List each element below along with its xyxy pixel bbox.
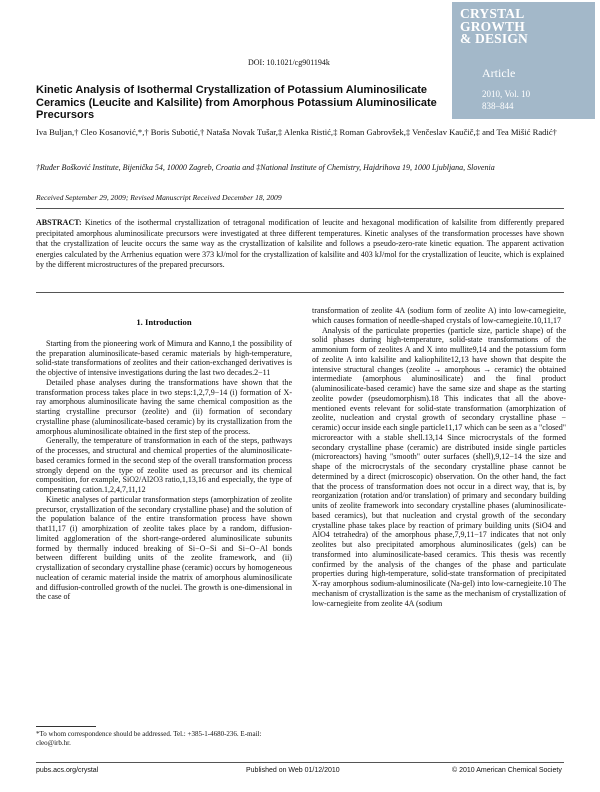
journal-name-line: GROWTH: [460, 18, 525, 34]
affiliations: †Ruđer Bošković Institute, Bijenička 54, 10000 Zagreb, Croatia and ‡National Institute of Chemistry, Hajdrihova 19, 1000 Ljubljana, Slovenia: [36, 163, 495, 172]
year-volume: 2010, Vol. 10: [482, 89, 531, 99]
article-type: Article: [482, 66, 516, 80]
abstract-text: Kinetics of the isothermal crystallization of tetragonal modification of leucite and hexagonal modification of kalsilite from differently prepared precipitated amorphous aluminosilicate precursors were investigated at three different temperatures. Kinetic analyses of the transformation processes have shown that the crystallization of leucite occurs the same way as the crystallization of kalsilite and follows a pseudo-zero-rate kinetic equation. The apparent activation energies calculated by the Arrhenius equation were 373 kJ/mol for the crystallization of kalsilite and 403 kJ/mol for the crystallization of leucite, which is explained by the different microstructures of the prepared precursors.: [36, 218, 564, 270]
paragraph: Starting from the pioneering work of Mimura and Kanno,1 the possibility of the preparation aluminosilicate-based ceramic materials by high-temperature, solid-state transformations of zeolites and their cation-exchanged derivatives is the objective of intensive investigations during the last two decades.2−11: [36, 338, 292, 377]
paragraph: transformation of zeolite 4A (sodium form of zeolite A) into low-carnegieite, which causes formation of needle-shaped crystals of low-carnegieite.10,11,17: [312, 306, 566, 325]
correspondence-footnote: *To whom correspondence should be addressed. Tel.: +385-1-4680-236. E-mail: cleo@irb.hr.: [36, 730, 262, 747]
paragraph: Kinetic analyses of particular transformation steps (amorphization of zeolite precursor, crystallization of the secondary crystalline phase) and the solution of the population balance of the entire transformation process have shown that11,17 (i) amorphization of zeolite takes place by a random, diffusion-limited agglomeration of the short-range-ordered aluminosilicate subunits formed by thermally induced breaking of Si−O−Si and Si−O−Al bonds between different building units of the zeolite framework, and (ii) crystallization of secondary crystalline phase (ceramic) occurs by homogeneous nucleation of ceramic material inside the matrix of amorphous aluminosilicate and diffusion-controlled growth of the nuclei. The growth is one-dimensional in the case of: [36, 494, 292, 602]
journal-banner: [452, 2, 595, 119]
journal-url[interactable]: pubs.acs.org/crystal: [36, 767, 99, 774]
divider: [36, 208, 564, 209]
paragraph: Analysis of the particulate properties (particle size, particle shape) of the solid phases during high-temperature, solid-state transformations of the ammonium form of zeolites A and X into mullite9,14 and the potassium form of zeolite A into kalsilite and kaliophilite12,13 have shown that despite the intensive structural changes (zeolite → amorphous → ceramic) the obtained intermediate (amorphous aluminosilicate) and the final product (aluminosilicate-based ceramic) have the same size and shape as the starting zeolite powder (pseudomorphism).18 This indicates that all the above-mentioned events relevant for solid-state transformation (amorphization of zeolite, nucleation and crystal growth of secondary crystalline phase − ceramic) occur inside each single particle11,17 which can be seen as a "closed" microreactor with a stable shell.13,14 Since microcrystals of the formed secondary crystalline phase (ceramic) are distributed inside single particles (microreactors) having "smooth" outer surfaces (shell),9,12−14 the size and shape of the microcrystals of the secondary crystalline phase cannot be determined by a direct (microscopic) observation. On the other hand, the fact that the process of transformation does not occur in a direct way, that is, by reorganization (rotation and/or translation) of primary and secondary building units of zeolite framework into secondary crystalline phases (aluminosilicate-based ceramics), but that nucleation and crystal growth of the secondary crystalline phase takes place by reaction of primary building units (SiO4 and AlO4 tetrahedra) of the amorphous phase,7,9,11−17 indicates that not only zeolites but also precipitated amorphous aluminosilicates (gels) can be transformed into aluminosilicate-based ceramics. This thesis was recently confirmed by the analysis of the changes of the phase and particulate properties during high-temperature, solid-state transformation of precipitated X-ray amorphous sodium-aluminosilicate (Na-gel) into low-carnegieite.10 The mechanism of crystallization is the same as the mechanism of crystallization of low-carnegieite from zeolite 4A (sodium: [312, 325, 566, 608]
journal-name-line: CRYSTAL: [460, 6, 525, 21]
issue-info: [482, 88, 530, 112]
footnote-divider: [36, 726, 96, 727]
abstract-label: ABSTRACT:: [36, 218, 82, 227]
abstract: [36, 218, 564, 271]
footer-divider: [36, 762, 564, 763]
section-heading: 1. Introduction: [136, 317, 192, 327]
divider: [36, 292, 564, 293]
right-column: [312, 306, 566, 608]
received-dates: Received September 29, 2009; Revised Manuscript Received December 18, 2009: [36, 193, 282, 202]
page-range: 838–844: [482, 101, 514, 111]
left-column: [36, 318, 292, 602]
article-title: Kinetic Analysis of Isothermal Crystallization of Potassium Aluminosilicate Ceramics (Leucite and Kalsilite) from Amorphous Potassium Aluminosilicate Precursors: [36, 84, 437, 122]
paragraph: Generally, the temperature of transformation in each of the steps, pathways of the processes, and structural and chemical properties of the aluminosilicate-based ceramics formed in the second step of the overall transformation process strongly depend on the type of zeolite used as precursor and its chemical composition, for example, SiO2/Al2O3 ratio,1,13,16 and especially, the type of compensating cation.1,2,4,7,11,12: [36, 436, 292, 494]
journal-name-line: & DESIGN: [460, 31, 528, 46]
doi[interactable]: DOI: 10.1021/cg901194k: [248, 58, 330, 67]
paragraph: Detailed phase analyses during the transformations have shown that the transformation process takes place in two steps:1,2,7,9−14 (i) formation of X-ray amorphous aluminosilicate having the same chemical composition as the starting crystalline precursor (zeolite) and (ii) formation of secondary crystalline phase (aluminosilicate-based ceramic) by its crystallization from the amorphous aluminosilicate obtained in the first step of the process.: [36, 377, 292, 436]
journal-name: [460, 8, 592, 46]
publication-date: Published on Web 01/12/2010: [246, 767, 340, 774]
author-list: Iva Buljan,† Cleo Kosanović,*,† Boris Subotić,† Nataša Novak Tušar,‡ Alenka Ristić,‡ Roman Gabrovšek,‡ Venčeslav Kaučič,‡ and Tea Mišić Radić†: [36, 127, 557, 137]
copyright: © 2010 American Chemical Society: [452, 767, 562, 774]
